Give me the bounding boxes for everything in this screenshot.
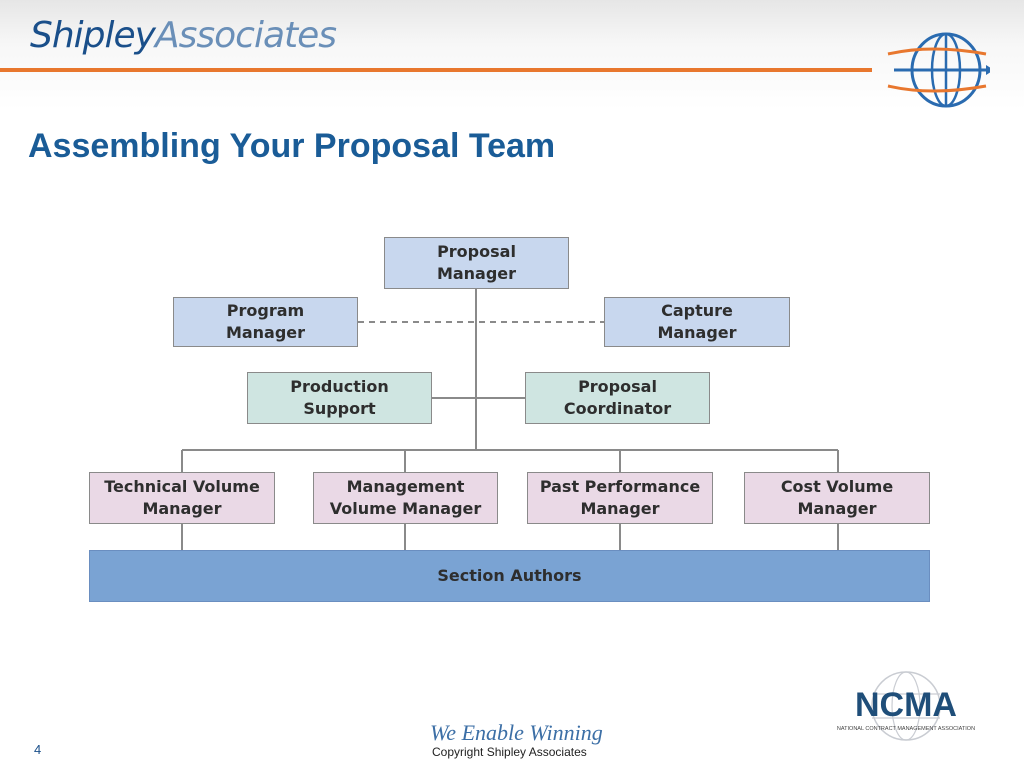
past-performance-manager-box: Past Performance Manager bbox=[527, 472, 713, 524]
ncma-wordmark: NCMA bbox=[855, 686, 957, 724]
production-support-box: Production Support bbox=[247, 372, 432, 424]
ncma-subtext: NATIONAL CONTRACT MANAGEMENT ASSOCIATION bbox=[836, 726, 976, 732]
proposal-manager-box: Proposal Manager bbox=[384, 237, 569, 289]
ncma-logo bbox=[828, 668, 984, 746]
brand-part1: Shipley bbox=[30, 15, 155, 56]
capture-manager-box: Capture Manager bbox=[604, 297, 790, 347]
program-manager-box: Program Manager bbox=[173, 297, 358, 347]
copyright-text: Copyright Shipley Associates bbox=[432, 745, 587, 759]
tagline: We Enable Winning bbox=[430, 720, 603, 745]
section-authors-band: Section Authors bbox=[89, 550, 930, 602]
slide-title: Assembling Your Proposal Team bbox=[28, 127, 556, 165]
management-volume-manager-box: Management Volume Manager bbox=[313, 472, 498, 524]
technical-volume-manager-box: Technical Volume Manager bbox=[89, 472, 275, 524]
page-number: 4 bbox=[34, 742, 42, 757]
brand-part2: Associates bbox=[154, 15, 337, 56]
ncma-globe-icon bbox=[828, 668, 984, 746]
cost-volume-manager-box: Cost Volume Manager bbox=[744, 472, 930, 524]
proposal-coordinator-box: Proposal Coordinator bbox=[525, 372, 710, 424]
